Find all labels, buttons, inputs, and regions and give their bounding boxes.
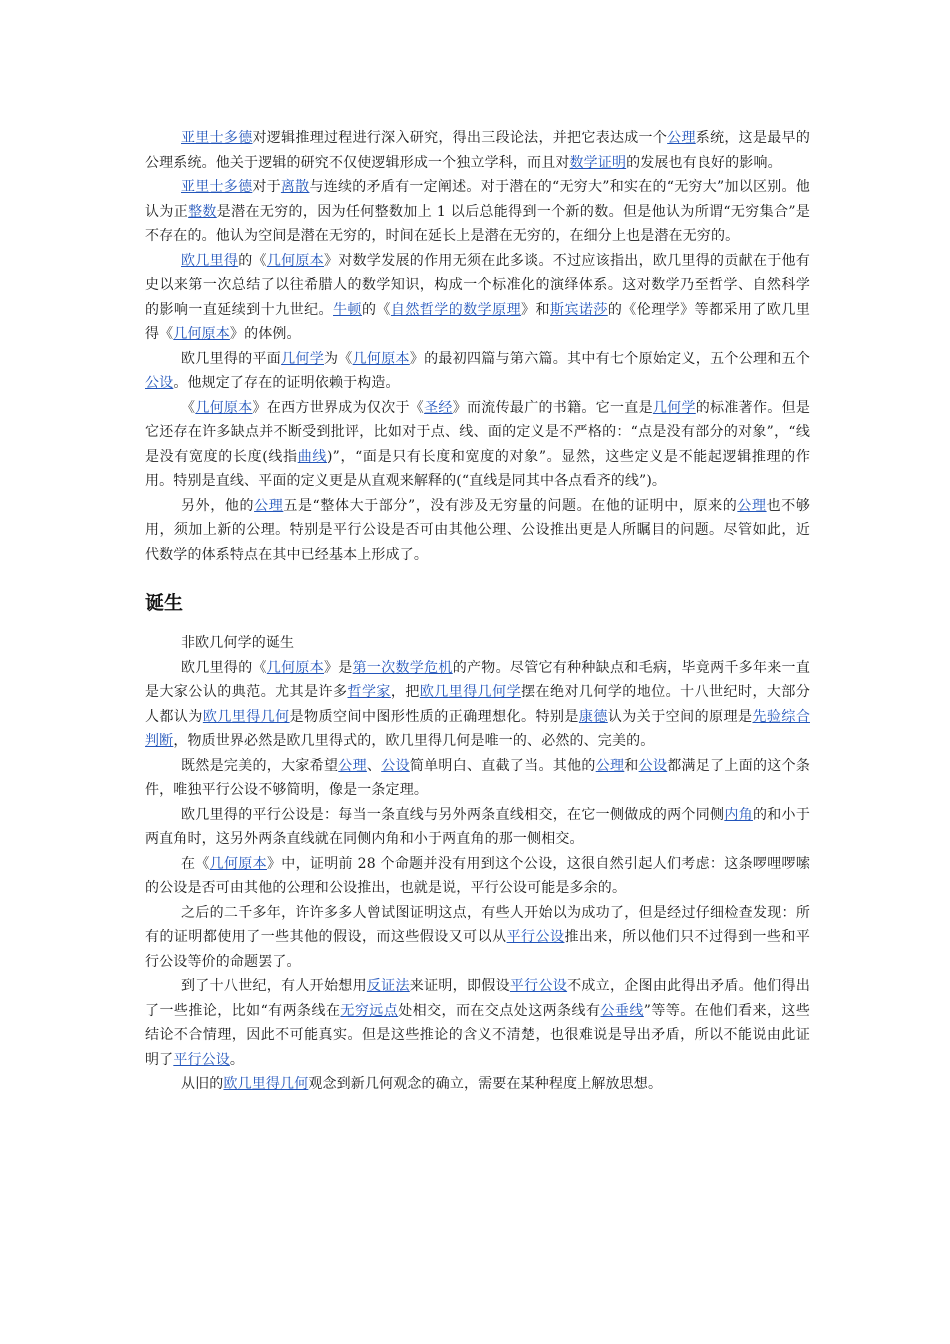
- paragraph-text: ，把: [390, 684, 420, 700]
- paragraph: [145, 249, 810, 347]
- hyperlink[interactable]: 公设: [145, 375, 174, 391]
- paragraph-text: 的《: [238, 252, 267, 269]
- paragraph-text: 。: [229, 1051, 245, 1068]
- paragraph-text: 对逻辑推理过程进行深入研究，得出三段论法，并把它表达成一个: [252, 130, 668, 146]
- hyperlink[interactable]: 离散: [280, 179, 310, 195]
- paragraph-text: 》而流传最广的书籍。它一直是: [452, 399, 653, 416]
- paragraph: [145, 901, 810, 975]
- hyperlink[interactable]: 几何原本: [266, 659, 324, 676]
- hyperlink[interactable]: 曲线: [297, 448, 328, 465]
- paragraph-text: 对于: [252, 179, 281, 195]
- hyperlink[interactable]: 几何原本: [173, 326, 230, 342]
- hyperlink[interactable]: 数学证明: [569, 154, 627, 171]
- paragraph-text: 既然是完美的，大家希望: [181, 757, 339, 774]
- hyperlink[interactable]: 欧几里得: [181, 252, 239, 269]
- hyperlink[interactable]: 几何原本: [352, 350, 410, 367]
- hyperlink[interactable]: 平行公设: [173, 1051, 230, 1068]
- hyperlink[interactable]: 斯宾诺莎: [549, 301, 608, 318]
- paragraph-text: 系统，这是最早的公理系统。他关于逻辑的研究不仅使逻辑形成一个独立学科，而且对: [145, 130, 811, 171]
- hyperlink[interactable]: 无穷远点: [340, 1002, 399, 1019]
- paragraph-text: 》中，证明前 28 个命题并没有用到这个公设，这很自然引起人们考虑：这条啰哩啰嗦的公设是否可由其他的公理和公设推出，也就是说，平行公设可能是多余的。: [145, 855, 810, 896]
- hyperlink[interactable]: 自然哲学的数学原理: [390, 301, 522, 318]
- paragraph-text: 不成立，企图由此得出矛盾。他们得出了一些推论，比如“有两条线在: [145, 978, 810, 1019]
- hyperlink[interactable]: 几何原本: [266, 252, 325, 269]
- paragraph-text: 的《: [361, 301, 391, 318]
- paragraph-text: 欧几里得的平行公设是：每当一条直线与另外两条直线相交，在它一侧做成的两个同侧: [181, 806, 725, 823]
- hyperlink[interactable]: 公理: [595, 757, 625, 774]
- section-greek-geometry: [145, 126, 810, 567]
- paragraph-text: 》在西方世界成为仅次于《: [252, 399, 425, 416]
- hyperlink[interactable]: 公理: [338, 757, 367, 774]
- paragraph-text: 是潜在无穷的，因为任何整数加上 1 以后总能得到一个新的数。但是他认为所谓“无穷集合”是不存在的。他认为空间是潜在无穷的，时间在延长上是潜在无穷的，在细分上也是潜在无穷的。: [145, 203, 810, 244]
- paragraph-text: 》对数学发展的作用无须在此多谈。不过应该指出，欧几里得的贡献在于他有史以来第一次总结了以往希腊人的数学知识，构成一个标准化的演绎体系。这对数学乃至哲学、自然科学的影响一直延续到十九世纪。: [145, 252, 810, 318]
- hyperlink[interactable]: 公设: [381, 757, 410, 774]
- hyperlink[interactable]: 平行公设: [509, 978, 568, 994]
- paragraph-text: 的《伦理学》等都采用了欧几里得《: [145, 301, 810, 342]
- paragraph-text: 与连续的矛盾有一定阐述。对于潜在的“无穷大”和实在的“无穷大”加以区别。他认为正: [145, 179, 810, 220]
- hyperlink[interactable]: 几何原本: [195, 399, 253, 416]
- paragraph: [145, 347, 810, 396]
- paragraph-text: 《: [181, 399, 196, 416]
- paragraph-text: 也不够用，须加上新的公理。特别是平行公设是否可由其他公理、公设推出更是人所瞩目的问题。尽管如此，近代数学的体系特点在其中已经基本上形成了。: [145, 497, 810, 563]
- hyperlink[interactable]: 公理: [254, 497, 284, 514]
- paragraph: [145, 175, 810, 249]
- paragraph-text: 都满足了上面的这个条件，唯独平行公设不够简明，像是一条定理。: [145, 757, 811, 798]
- paragraph-text: )”，“面是只有长度和宽度的对象”。显然，这些定义是不能起逻辑推理的作用。特别是直线、平面的定义更是从直观来解释的(“直线是同其中各点看齐的线”)。: [145, 448, 810, 489]
- hyperlink[interactable]: 第一次数学危机: [352, 659, 453, 676]
- hyperlink[interactable]: 反证法: [366, 978, 410, 994]
- paragraph-text: 》和: [521, 301, 550, 318]
- hyperlink[interactable]: 康德: [578, 708, 608, 725]
- hyperlink[interactable]: 亚里士多德: [181, 179, 253, 195]
- hyperlink[interactable]: 内角: [724, 806, 753, 823]
- paragraph-text: 之后的二千多年，许许多多人曾试图证明这点，有些人开始以为成功了，但是经过仔细检查发现：所有的证明都使用了一些其他的假设，而这些假设又可以从: [145, 904, 810, 945]
- hyperlink[interactable]: 先验综合判断: [145, 708, 810, 749]
- hyperlink[interactable]: 公理: [667, 130, 696, 146]
- paragraph-text: 的标准著作。但是它还存在许多缺点并不断受到批评，比如对于点、线、面的定义是不严格的：“点是没有部分的对象”，“线是没有宽度的长度(线指: [145, 399, 811, 465]
- paragraph-text: 非欧几何学的诞生: [181, 635, 295, 651]
- paragraph: [145, 803, 810, 852]
- paragraph-text: 到了十八世纪，有人开始想用: [181, 978, 367, 994]
- paragraph: [145, 656, 810, 754]
- paragraph-text: 。他规定了存在的证明依赖于构造。: [173, 375, 400, 391]
- paragraph: [145, 396, 810, 494]
- document-body: [145, 126, 810, 1097]
- paragraph-text: 的和小于两直角时，这另外两条直线就在同侧内角和小于两直角的那一侧相交。: [145, 806, 810, 847]
- paragraph-text: 、: [366, 757, 382, 774]
- paragraph-text: 推出来，所以他们只不过得到一些和平行公设等价的命题罢了。: [145, 929, 810, 970]
- paragraph-text: 在《: [181, 855, 210, 872]
- paragraph-text: 是物质空间中图形性质的正确理想化。特别是: [289, 708, 579, 725]
- paragraph: [145, 1072, 810, 1097]
- paragraph-text: ，物质世界必然是欧几里得式的，欧几里得几何是唯一的、必然的、完美的。: [173, 733, 655, 749]
- hyperlink[interactable]: 平行公设: [506, 929, 565, 945]
- paragraph: [145, 852, 810, 901]
- hyperlink[interactable]: 哲学家: [347, 684, 391, 700]
- hyperlink[interactable]: 亚里士多德: [181, 130, 253, 146]
- hyperlink[interactable]: 几何学: [652, 399, 696, 416]
- paragraph-text: 五是“整体大于部分”，没有涉及无穷量的问题。在他的证明中，原来的: [283, 497, 738, 514]
- paragraph-text: 》是: [324, 659, 353, 676]
- paragraph-text: 另外，他的: [181, 497, 255, 514]
- section-birth: [145, 631, 810, 1097]
- hyperlink[interactable]: 欧几里得几何: [223, 1076, 309, 1092]
- paragraph-text: ”等等。在他们看来，这些结论不合情理，因此不可能真实。但是这些推论的含义不清楚，也很难说是导出矛盾，所以不能说由此证明了: [145, 1002, 811, 1068]
- paragraph-text: 简单明白、直截了当。其他的: [409, 757, 596, 774]
- paragraph: [145, 126, 810, 175]
- paragraph-text: 为《: [324, 350, 353, 367]
- hyperlink[interactable]: 几何原本: [209, 855, 267, 872]
- paragraph-text: 观念到新几何观念的确立，需要在某种程度上解放思想。: [308, 1076, 663, 1092]
- paragraph-text: 的产物。尽管它有种种缺点和毛病，毕竟两千多年来一直是大家公认的典范。尤其是许多: [145, 659, 811, 700]
- hyperlink[interactable]: 欧几里得几何学: [419, 684, 522, 700]
- hyperlink[interactable]: 公垂线: [600, 1002, 644, 1019]
- paragraph-text: 欧几里得的平面: [181, 350, 282, 367]
- paragraph-text: 来证明，即假设: [409, 978, 510, 994]
- paragraph: [145, 631, 810, 656]
- hyperlink[interactable]: 公设: [638, 757, 668, 774]
- paragraph-text: 和: [624, 757, 639, 774]
- hyperlink[interactable]: 牛顿: [333, 301, 362, 318]
- paragraph: [145, 974, 810, 1072]
- paragraph-text: 从旧的: [181, 1076, 224, 1092]
- hyperlink[interactable]: 整数: [188, 203, 217, 220]
- hyperlink[interactable]: 公理: [737, 497, 767, 514]
- paragraph-text: 欧几里得的《: [181, 659, 267, 676]
- paragraph-text: 摆在绝对几何学的地位。十八世纪时，大部分人都认为: [145, 684, 810, 725]
- paragraph: [145, 494, 810, 568]
- paragraph-text: 》的最初四篇与第六篇。其中有七个原始定义，五个公理和五个: [409, 350, 811, 367]
- paragraph-text: 认为关于空间的原理是: [607, 708, 753, 725]
- paragraph-text: 处相交，而在交点处这两条线有: [398, 1002, 601, 1019]
- hyperlink[interactable]: 几何学: [281, 350, 324, 367]
- paragraph: [145, 754, 810, 803]
- hyperlink[interactable]: 欧几里得几何: [202, 708, 290, 725]
- hyperlink[interactable]: 圣经: [424, 399, 453, 416]
- section-heading: 诞生: [145, 592, 184, 614]
- paragraph-text: 》的体例。: [229, 326, 301, 342]
- paragraph-text: 的发展也有良好的影响。: [626, 154, 782, 171]
